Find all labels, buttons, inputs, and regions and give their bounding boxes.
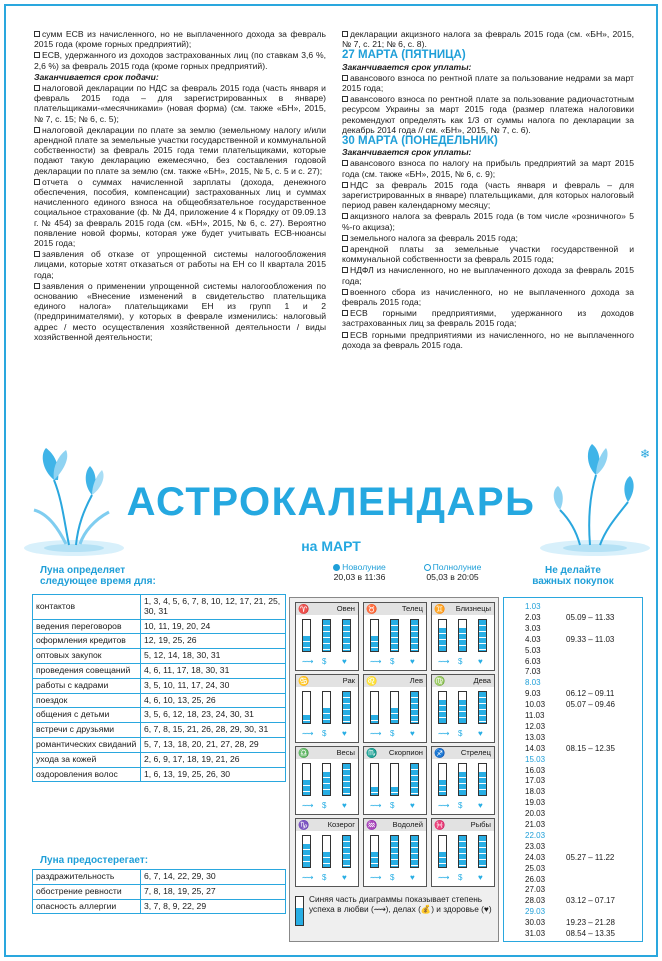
shop-title-line2: важных покупок xyxy=(532,576,614,587)
luna-days: 3, 7, 8, 9, 22, 29 xyxy=(141,899,286,914)
right-col-para xyxy=(342,94,634,135)
para-text: ЕСВ, удержанного из доходов застрахованных лиц (по ставкам 3,6 %, 2,6 %) за февраль 2015 года (кроме горных предприятий). xyxy=(34,50,326,71)
business-icon: $ xyxy=(390,801,395,810)
luna-warns-title: Луна предостерегает: xyxy=(40,855,149,866)
luna-activity: оздоровления волос xyxy=(33,767,141,782)
shop-title xyxy=(503,565,643,587)
zodiac-bar-health xyxy=(478,835,487,868)
zodiac-glyph-icon: ♈ xyxy=(298,604,310,614)
shop-date: 19.03 xyxy=(525,798,546,808)
shop-date: 18.03 xyxy=(525,787,546,797)
bullet-square-icon xyxy=(34,127,40,133)
zodiac-glyph-icon: ♒ xyxy=(366,820,378,830)
business-icon: $ xyxy=(458,801,463,810)
health-icon: ♥ xyxy=(478,801,483,810)
new-moon-icon xyxy=(333,564,340,571)
zodiac-cell xyxy=(295,818,359,887)
shop-date: 6.03 xyxy=(525,656,541,666)
zodiac-bar-business xyxy=(458,691,467,724)
left-col-para xyxy=(34,125,326,176)
zodiac-bar-health xyxy=(342,763,351,796)
zodiac-glyph-icon: ♐ xyxy=(434,748,446,758)
shop-date: 5.03 xyxy=(525,645,541,655)
luna-activity: обострение ревности xyxy=(33,884,141,899)
para-text: НДС за февраль 2015 года (часть января и февраль – для зарегистрированных в январе) плательщиками, для которых налоговый период равен календарному месяцу; xyxy=(342,179,634,211)
shop-date: 21.03 xyxy=(525,820,546,829)
zodiac-cell xyxy=(295,602,359,671)
luna-days: 3, 5, 10, 11, 17, 24, 30 xyxy=(141,678,286,693)
para-text: ЕСВ горными предприятиями, удержанного из доходов застрахованных лиц за февраль 2015 года; xyxy=(342,308,634,329)
zodiac-glyph-icon: ♊ xyxy=(434,604,446,614)
luna-activity: раздражительность xyxy=(33,870,141,885)
zodiac-glyph-icon: ♑ xyxy=(298,820,310,830)
business-icon: $ xyxy=(390,729,395,738)
shop-date: 29.03 xyxy=(525,907,546,917)
luna-row xyxy=(33,663,286,678)
shop-date: 4.03 xyxy=(525,634,541,644)
luna-row xyxy=(33,723,286,738)
business-icon: $ xyxy=(322,657,327,666)
zodiac-cell xyxy=(363,746,427,815)
zodiac-bar-business xyxy=(390,691,399,724)
zodiac-bar-business xyxy=(390,619,399,652)
shop-time: 05.07 – 09.46 xyxy=(566,700,615,710)
luna-activity: оптовых закупок xyxy=(33,649,141,664)
shop-time: 05.27 – 11.22 xyxy=(566,852,615,862)
health-icon: ♥ xyxy=(478,729,483,738)
luna-days: 2, 6, 9, 17, 18, 19, 21, 26 xyxy=(141,752,286,767)
shop-date: 17.03 xyxy=(525,776,546,786)
para-text: акцизного налога за февраль 2015 года (в том числе «розничного» 5 %-го акциза); xyxy=(342,211,634,232)
zodiac-bar-health xyxy=(342,619,351,652)
love-icon: ⟿ xyxy=(370,801,382,810)
right-col-para xyxy=(342,29,634,49)
right-col-para xyxy=(342,265,634,285)
right-col-para xyxy=(342,233,634,243)
shop-date: 7.03 xyxy=(525,667,541,677)
para-text: Заканчивается срок уплаты: xyxy=(342,61,472,72)
luna-row xyxy=(33,737,286,752)
business-icon: $ xyxy=(458,657,463,666)
shop-time: 05.09 – 11.33 xyxy=(566,612,615,622)
para-text: земельного налога за февраль 2015 года; xyxy=(350,232,518,243)
shop-date: 24.03 xyxy=(525,852,546,862)
zodiac-glyph-icon: ♋ xyxy=(298,676,310,686)
zodiac-cell xyxy=(363,602,427,671)
zodiac-bar-business xyxy=(322,691,331,724)
para-text: Заканчивается срок подачи: xyxy=(34,71,159,82)
zodiac-success-chart xyxy=(289,597,499,942)
luna-row xyxy=(33,649,286,664)
zodiac-bar-health xyxy=(478,691,487,724)
shop-date: 2.03 xyxy=(525,612,541,622)
zodiac-bar-health xyxy=(410,763,419,796)
para-text: авансового взноса по рентной плате за пользование недрами за март 2015 года; xyxy=(342,72,634,94)
zodiac-cell xyxy=(363,674,427,743)
zodiac-glyph-icon: ♓ xyxy=(434,820,446,830)
business-icon: $ xyxy=(390,873,395,882)
shop-date: 14.03 xyxy=(525,743,546,753)
para-text: авансового взноса по налогу на прибыль предприятий за март 2015 года (см. также «БН», 2015, № 6, с. 9); xyxy=(342,158,634,179)
zodiac-sign-name: Овен xyxy=(296,603,358,615)
love-icon: ⟿ xyxy=(302,801,314,810)
zodiac-bar-health xyxy=(410,619,419,652)
right-col-para xyxy=(342,287,634,307)
zodiac-glyph-icon: ♏ xyxy=(366,748,378,758)
luna-row xyxy=(33,708,286,723)
health-icon: ♥ xyxy=(342,801,347,810)
health-icon: ♥ xyxy=(342,729,347,738)
para-text: отчета о суммах начисленной зарплаты (дохода, денежного обеспечения, пособия, компенсации) застрахованных лиц и суммах начисленного единого взноса на общеобязательное государственное социальное страхование (ф. № Д4, приложение 4 к Порядку от 09.09.13 г. № 454) за февраль 2015 года (см. «БН», 2015, № 6, с. 27). Вероятно появление новой формы, которая уже будет учитывать ЕСВ-нюансы 2015 года; xyxy=(34,176,326,249)
astrocalendar-subtitle: на МАРТ xyxy=(301,538,361,554)
luna-days: 1, 3, 4, 5, 6, 7, 8, 10, 12, 17, 21, 25, 30, 31 xyxy=(141,595,286,620)
luna-days: 7, 8, 18, 19, 25, 27 xyxy=(141,884,286,899)
zodiac-bar-love xyxy=(302,835,311,868)
bullet-square-icon xyxy=(342,31,348,37)
zodiac-sign-name: Близнецы xyxy=(432,603,494,615)
para-text: 30 МАРТА (ПОНЕДЕЛЬНИК) xyxy=(342,135,498,148)
shop-title-line1: Не делайте xyxy=(545,565,601,576)
zodiac-bar-love xyxy=(438,691,447,724)
luna-row xyxy=(33,595,286,620)
shop-date: 8.03 xyxy=(525,678,541,688)
para-text: сумм ЕСВ из начисленного, но не выплаченного дохода за февраль 2015 года (кроме горных предприятий); xyxy=(34,29,326,50)
health-icon: ♥ xyxy=(342,657,347,666)
luna-warns-table xyxy=(32,869,286,914)
luna-activity: поездок xyxy=(33,693,141,708)
shop-date: 27.03 xyxy=(525,885,546,895)
love-icon: ⟿ xyxy=(302,729,314,738)
luna-activity: ведения переговоров xyxy=(33,619,141,634)
luna-row xyxy=(33,752,286,767)
left-col-para xyxy=(34,177,326,248)
zodiac-sign-name: Рыбы xyxy=(432,819,494,831)
zodiac-bar-love xyxy=(370,691,379,724)
luna-row xyxy=(33,678,286,693)
zodiac-bar-love xyxy=(438,619,447,652)
shop-date: 1.03 xyxy=(525,602,541,611)
para-text: арендной платы за земельные участки государственной и коммунальной собственности за февраль 2015 года; xyxy=(342,244,634,265)
bullet-square-icon xyxy=(34,179,40,185)
para-text: налоговой декларации по НДС за февраль 2015 года (часть января и февраль 2015 года – для зарегистрированных в январе) плательщиками-«месячниками» (новая форма) (см. также «БН», 2015, № 7, с. 15; № 6, с. 5); xyxy=(34,83,326,124)
zodiac-glyph-icon: ♍ xyxy=(434,676,446,686)
luna-activity: контактов xyxy=(33,595,141,620)
right-col-para xyxy=(342,147,634,157)
luna-days: 12, 19, 25, 26 xyxy=(141,634,286,649)
bullet-square-icon xyxy=(342,96,348,102)
zodiac-cell xyxy=(431,674,495,743)
bullet-square-icon xyxy=(342,160,348,166)
bullet-square-icon xyxy=(34,85,40,91)
para-text: 27 МАРТА (ПЯТНИЦА) xyxy=(342,49,466,62)
luna-days: 6, 7, 14, 22, 29, 30 xyxy=(141,870,286,885)
para-text: заявления об отказе от упрощенной системы налогообложения лицами, которые хотят отказаться от работы на ЕН со II квартала 2015 года; xyxy=(34,249,326,280)
shop-date: 28.03 xyxy=(525,896,546,906)
para-text: заявления о применении упрощенной системы налогообложения по основанию «Внесение изменений в свидетельство плательщика единого налога» плательщиками ЕН из групп 1 и 2 (предпринимателями), у которых в феврале изменились: налоговый адрес / место осуществления хозяйственной деятельности / виды хозяйственной деятельности; xyxy=(34,280,326,342)
full-moon-icon xyxy=(424,564,431,571)
luna-days: 6, 7, 8, 15, 21, 26, 28, 29, 30, 31 xyxy=(141,723,286,738)
shop-date: 15.03 xyxy=(525,754,546,764)
zodiac-sign-name: Дева xyxy=(432,675,494,687)
left-col-para xyxy=(34,29,326,49)
business-icon: $ xyxy=(458,873,463,882)
shop-time: 08.54 – 13.35 xyxy=(566,929,615,938)
para-text: авансового взноса по рентной плате за пользование радиочастотным ресурсом Украины за март 2015 года (размер платежа налоговики рекомендуют определять как 1/3 от суммы налога по декларации за декабрь 2014 года // см. «БН», 2015, № 7, с. 6). xyxy=(342,94,634,135)
full-moon-label: Полнолуние xyxy=(432,562,482,572)
zodiac-bar-love xyxy=(370,763,379,796)
luna-days: 5, 7, 13, 18, 20, 21, 27, 28, 29 xyxy=(141,737,286,752)
luna-determines-table xyxy=(32,594,286,782)
love-icon: ⟿ xyxy=(370,729,382,738)
luna-determines-title xyxy=(40,565,290,587)
zodiac-glyph-icon: ♉ xyxy=(366,604,378,614)
love-icon: ⟿ xyxy=(302,657,314,666)
zodiac-cell xyxy=(431,746,495,815)
health-icon: ♥ xyxy=(342,873,347,882)
bullet-square-icon xyxy=(342,182,348,188)
business-icon: $ xyxy=(390,657,395,666)
luna-title-line2: следующее время для: xyxy=(40,576,156,587)
business-icon: $ xyxy=(322,729,327,738)
love-icon: ⟿ xyxy=(438,729,450,738)
shop-time: 19.23 – 21.28 xyxy=(566,918,615,928)
bullet-square-icon xyxy=(342,246,348,252)
zodiac-bar-love xyxy=(302,691,311,724)
right-col-para xyxy=(342,158,634,178)
luna-row xyxy=(33,884,286,899)
zodiac-bar-love xyxy=(302,619,311,652)
zodiac-bar-love xyxy=(302,763,311,796)
zodiac-bar-love xyxy=(370,619,379,652)
love-icon: ⟿ xyxy=(438,801,450,810)
zodiac-bar-business xyxy=(322,763,331,796)
shop-date: 26.03 xyxy=(525,874,546,884)
para-text: ЕСВ горными предприятиями из начисленного, но не выплаченного дохода за февраль 2015 года. xyxy=(342,329,634,350)
bullet-square-icon xyxy=(34,52,40,58)
luna-activity: опасность аллергии xyxy=(33,899,141,914)
zodiac-glyph-icon: ♌ xyxy=(366,676,378,686)
right-col-para xyxy=(342,211,634,231)
bullet-square-icon xyxy=(342,235,348,241)
left-col-para xyxy=(34,281,326,342)
left-col-para xyxy=(34,50,326,70)
luna-days: 10, 11, 19, 20, 24 xyxy=(141,619,286,634)
zodiac-bar-health xyxy=(478,763,487,796)
bullet-square-icon xyxy=(34,283,40,289)
left-col-para xyxy=(34,72,326,82)
para-text: Заканчивается срок уплаты: xyxy=(342,147,472,158)
full-moon-time: 05,03 в 20:05 xyxy=(426,572,479,582)
para-text: военного сбора из начисленного, но не выплаченного дохода за февраль 2015 года; xyxy=(342,286,634,308)
bullet-square-icon xyxy=(342,75,348,81)
zodiac-sign-name: Водолей xyxy=(364,819,426,831)
zodiac-sign-name: Лев xyxy=(364,675,426,687)
right-col-para xyxy=(342,50,634,60)
shop-date: 13.03 xyxy=(525,732,546,742)
health-icon: ♥ xyxy=(410,801,415,810)
new-moon xyxy=(312,562,407,582)
right-col-para xyxy=(342,73,634,93)
shop-date: 22.03 xyxy=(525,830,546,840)
left-column-text xyxy=(34,29,326,343)
bullet-square-icon xyxy=(342,267,348,273)
zodiac-sign-name: Весы xyxy=(296,747,358,759)
love-icon: ⟿ xyxy=(438,657,450,666)
right-col-para xyxy=(342,62,634,72)
zodiac-sign-name: Скорпион xyxy=(364,747,426,759)
health-icon: ♥ xyxy=(410,657,415,666)
para-text: НДФЛ из начисленного, но не выплаченного дохода за февраль 2015 года; xyxy=(342,265,634,286)
shop-date: 9.03 xyxy=(525,689,541,699)
luna-days: 4, 6, 10, 13, 25, 26 xyxy=(141,693,286,708)
zodiac-cell xyxy=(295,674,359,743)
right-col-para xyxy=(342,244,634,264)
zodiac-cell xyxy=(363,818,427,887)
shop-date: 11.03 xyxy=(525,711,545,720)
luna-activity: встречи с друзьями xyxy=(33,723,141,738)
shop-time: 06.12 – 09.11 xyxy=(566,689,615,699)
bullet-square-icon xyxy=(342,213,348,219)
luna-row xyxy=(33,870,286,885)
zodiac-bar-business xyxy=(390,835,399,868)
luna-activity: романтических свиданий xyxy=(33,737,141,752)
svg-text:❄: ❄ xyxy=(640,447,651,461)
zodiac-legend xyxy=(295,894,499,914)
shop-date: 10.03 xyxy=(525,700,546,710)
right-column-text xyxy=(342,29,634,351)
right-col-para xyxy=(342,180,634,211)
business-icon: $ xyxy=(458,729,463,738)
luna-row xyxy=(33,619,286,634)
luna-days: 4, 6, 11, 17, 18, 30, 31 xyxy=(141,663,286,678)
shop-date: 16.03 xyxy=(525,765,546,775)
zodiac-bar-love xyxy=(370,835,379,868)
zodiac-glyph-icon: ♎ xyxy=(298,748,310,758)
zodiac-cell xyxy=(295,746,359,815)
luna-row xyxy=(33,634,286,649)
zodiac-cell xyxy=(431,602,495,671)
right-col-para xyxy=(342,330,634,350)
luna-activity: работы с кадрами xyxy=(33,678,141,693)
shop-date: 23.03 xyxy=(525,841,546,851)
business-icon: $ xyxy=(322,873,327,882)
luna-activity: проведения совещаний xyxy=(33,663,141,678)
luna-row xyxy=(33,767,286,782)
bullet-square-icon xyxy=(342,310,348,316)
bullet-square-icon xyxy=(34,251,40,257)
full-moon xyxy=(405,562,500,582)
luna-days: 5, 12, 14, 18, 30, 31 xyxy=(141,649,286,664)
zodiac-bar-love xyxy=(438,835,447,868)
shop-date: 12.03 xyxy=(525,721,546,731)
luna-row xyxy=(33,899,286,914)
luna-days: 1, 6, 13, 19, 25, 26, 30 xyxy=(141,767,286,782)
legend-swatch xyxy=(295,896,304,926)
health-icon: ♥ xyxy=(410,729,415,738)
love-icon: ⟿ xyxy=(302,873,314,882)
zodiac-bar-business xyxy=(458,619,467,652)
bullet-square-icon xyxy=(342,332,348,338)
luna-activity: ухода за кожей xyxy=(33,752,141,767)
health-icon: ♥ xyxy=(478,873,483,882)
bullet-square-icon xyxy=(342,289,348,295)
zodiac-bar-business xyxy=(322,619,331,652)
shop-time: 09.33 – 11.03 xyxy=(566,634,615,644)
zodiac-bar-love xyxy=(438,763,447,796)
para-text: налоговой декларации по плате за землю (земельному налогу и/или арендной плате за земельные участки государственной и коммунальной собственности) за февраль 2015 года теми плательщиками, которые подают такую декларацию ежемесячно, без составления годовой декларации по плате за землю (см. также «БН», 2015, № 5, с. 5 и с. 27); xyxy=(34,124,326,176)
zodiac-bar-business xyxy=(458,835,467,868)
health-icon: ♥ xyxy=(478,657,483,666)
shop-time: 08.15 – 12.35 xyxy=(566,743,615,753)
zodiac-sign-name: Рак xyxy=(296,675,358,687)
shop-date: 3.03 xyxy=(525,623,541,633)
bullet-square-icon xyxy=(34,31,40,37)
love-icon: ⟿ xyxy=(370,657,382,666)
new-moon-label: Новолуние xyxy=(342,562,386,572)
shop-time: 03.12 – 07.17 xyxy=(566,896,615,906)
new-moon-time: 20,03 в 11:36 xyxy=(333,572,386,582)
luna-title-line1: Луна определяет xyxy=(40,565,126,576)
health-icon: ♥ xyxy=(410,873,415,882)
left-col-para xyxy=(34,83,326,124)
zodiac-bar-health xyxy=(478,619,487,652)
zodiac-bar-business xyxy=(390,763,399,796)
left-col-para xyxy=(34,249,326,280)
luna-row xyxy=(33,693,286,708)
astrocalendar-title: АСТРОКАЛЕНДАРЬ xyxy=(126,480,536,524)
legend-text: Синяя часть диаграммы показывает степень успеха в любви (⟿), делах (💰) и здоровье (♥) xyxy=(309,894,492,914)
zodiac-bar-health xyxy=(410,691,419,724)
zodiac-bar-health xyxy=(342,691,351,724)
right-col-para xyxy=(342,136,634,146)
zodiac-sign-name: Телец xyxy=(364,603,426,615)
shop-date: 20.03 xyxy=(525,809,546,819)
zodiac-sign-name: Козерог xyxy=(296,819,358,831)
zodiac-sign-name: Стрелец xyxy=(432,747,494,759)
shop-date: 25.03 xyxy=(525,863,546,873)
luna-days: 3, 5, 6, 12, 18, 23, 24, 30, 31 xyxy=(141,708,286,723)
love-icon: ⟿ xyxy=(438,873,450,882)
zodiac-bar-health xyxy=(410,835,419,868)
zodiac-cell xyxy=(431,818,495,887)
zodiac-bar-business xyxy=(322,835,331,868)
shop-date: 30.03 xyxy=(525,918,546,928)
luna-activity: общения с детьми xyxy=(33,708,141,723)
business-icon: $ xyxy=(322,801,327,810)
shop-dates-list xyxy=(503,597,643,942)
zodiac-bar-business xyxy=(458,763,467,796)
para-text: декларации акцизного налога за февраль 2015 года (см. «БН», 2015, № 7, с. 21; № 6, с. 8). xyxy=(342,29,634,50)
love-icon: ⟿ xyxy=(370,873,382,882)
shop-date: 31.03 xyxy=(525,929,546,938)
zodiac-bar-health xyxy=(342,835,351,868)
right-col-para xyxy=(342,308,634,328)
luna-activity: оформления кредитов xyxy=(33,634,141,649)
